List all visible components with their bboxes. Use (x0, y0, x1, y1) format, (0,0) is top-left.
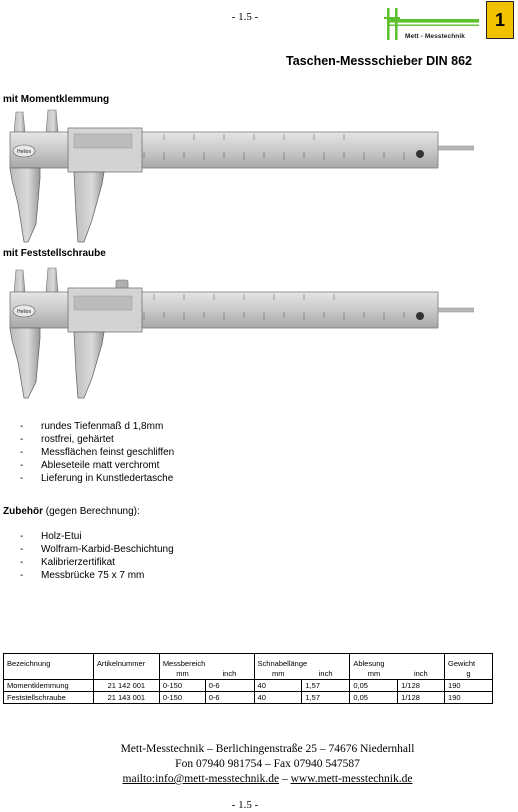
logo-text: Mett - Messtechnik (405, 33, 465, 40)
footer-line-phone: Fon 07940 981754 – Fax 07940 547587 (175, 758, 360, 770)
unit-inch: inch (205, 668, 254, 680)
cell-ablesung-mm: 0,05 (350, 680, 398, 692)
header-messbereich: Messbereich (159, 654, 254, 669)
list-item: - Ableseteile matt verchromt (20, 459, 174, 472)
cell-schnabel-inch: 1,57 (302, 692, 350, 704)
list-item: - rundes Tiefenmaß d 1,8mm (20, 420, 174, 433)
cell-ablesung-inch: 1/128 (398, 692, 445, 704)
footer-line-address: Mett-Messtechnik – Berlichingenstraße 25 – 74676 Niedernhall (120, 743, 415, 755)
caliper-brand-label: Helios (17, 149, 31, 155)
accessories-heading (3, 506, 140, 517)
footer-separator: – (279, 773, 291, 785)
cell-artikelnummer: 21 143 001 (93, 692, 159, 704)
unit-g: g (445, 668, 493, 680)
footer-line-links (0, 772, 518, 787)
list-item: - Lieferung in Kunstledertasche (20, 472, 174, 485)
cell-schnabel-inch: 1,57 (302, 680, 350, 692)
list-item: - Wolfram-Karbid-Beschichtung (20, 543, 174, 556)
caliper-image-feststellschraube (4, 262, 474, 402)
page-number-top: - 1.5 - (231, 11, 259, 23)
list-item: - Holz-Etui (20, 530, 174, 543)
cell-messbereich-inch: 0-6 (205, 680, 254, 692)
specification-table (3, 653, 493, 704)
unit-cell-empty (4, 668, 94, 680)
header-bezeichnung: Bezeichnung (4, 654, 94, 669)
website-link[interactable]: www.mett-messtechnik.de (290, 773, 413, 785)
unit-mm: mm (350, 668, 398, 680)
unit-inch: inch (302, 668, 350, 680)
cell-messbereich-mm: 0-150 (159, 692, 205, 704)
cell-schnabel-mm: 40 (254, 692, 302, 704)
cell-name: Feststellschraube (4, 692, 94, 704)
caliper-brand-label: Helios (17, 309, 31, 315)
table-header-row (4, 654, 493, 669)
page-number-bottom: - 1.5 - (231, 799, 259, 811)
caliper-image-momentklemmung (4, 104, 474, 244)
list-item: - rostfrei, gehärtet (20, 433, 174, 446)
section-heading-feststellschraube: mit Feststellschraube (3, 248, 106, 259)
accessories-list (20, 530, 174, 582)
cell-schnabel-mm: 40 (254, 680, 302, 692)
header-artikelnummer: Artikelnummer (93, 654, 159, 669)
cell-ablesung-inch: 1/128 (398, 680, 445, 692)
unit-inch: inch (398, 668, 445, 680)
document-title: Taschen-Messschieber DIN 862 (286, 54, 472, 68)
unit-mm: mm (159, 668, 205, 680)
section-heading-momentklemmung: mit Momentklemmung (3, 94, 110, 105)
unit-mm: mm (254, 668, 302, 680)
accessories-heading-bold: Zubehör (3, 506, 43, 517)
table-row (4, 692, 493, 704)
list-item: - Kalibrierzertifikat (20, 556, 174, 569)
table-unit-row (4, 668, 493, 680)
table-row (4, 680, 493, 692)
cell-gewicht: 190 (445, 692, 493, 704)
email-link[interactable]: mailto:info@mett-messtechnik.de (122, 773, 280, 785)
header-gewicht: Gewicht (445, 654, 493, 669)
footer-address (0, 742, 518, 787)
header-ablesung: Ablesung (350, 654, 445, 669)
chapter-badge: 1 (486, 1, 514, 39)
list-item: - Messflächen feinst geschliffen (20, 446, 174, 459)
cell-artikelnummer: 21 142 001 (93, 680, 159, 692)
cell-messbereich-inch: 0-6 (205, 692, 254, 704)
cell-name: Momentklemmung (4, 680, 94, 692)
accessories-heading-rest: (gegen Berechnung): (43, 506, 140, 517)
cell-messbereich-mm: 0-150 (159, 680, 205, 692)
cell-ablesung-mm: 0,05 (350, 692, 398, 704)
company-logo (381, 5, 483, 45)
list-item: - Messbrücke 75 x 7 mm (20, 569, 174, 582)
feature-list (20, 420, 174, 485)
header-schnabellaenge: Schnabellänge (254, 654, 350, 669)
unit-cell-empty (93, 668, 159, 680)
cell-gewicht: 190 (445, 680, 493, 692)
